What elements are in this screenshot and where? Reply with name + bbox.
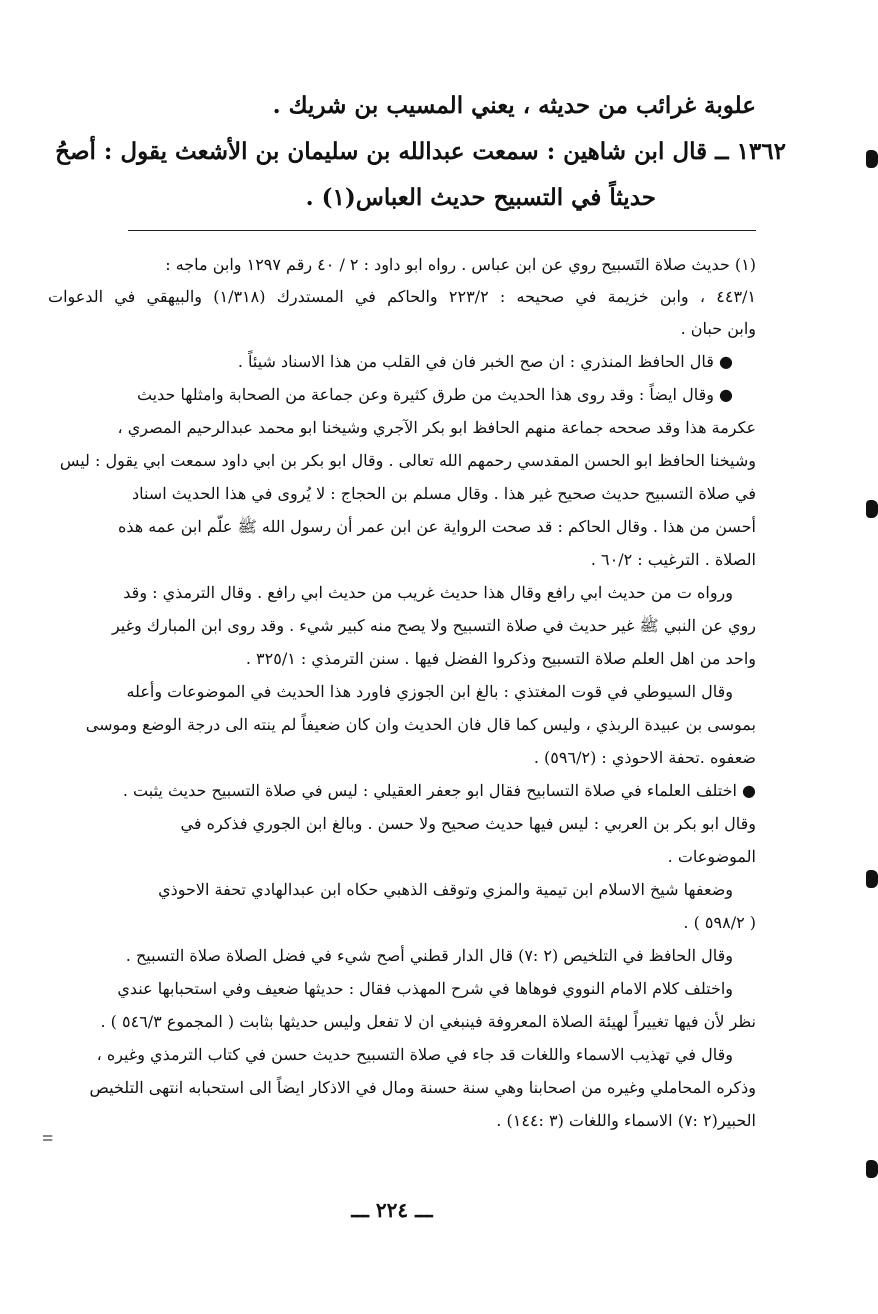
footnote-line-9: أحسن من هذا . وقال الحاكم : قد صحت الرواية عن ابن عمر أن رسول الله ﷺ علّم ابن عمه هذه	[117, 517, 756, 536]
footnote-line-8: في صلاة التسبيح حديث صحيح غير هذا . وقال مسلم بن الحجاج : لا يُروى في هذا الحديث اسناد	[131, 484, 756, 503]
footnote-line-13: واحد من اهل العلم صلاة التسبيح وذكروا الفضل فيها . سنن الترمذي : ٣٢٥/١ .	[245, 649, 756, 668]
footnote-line-19: الموضوعات .	[667, 847, 756, 866]
footnote-line-18: وقال ابو بكر بن العربي : ليس فيها حديث صحيح ولا حسن . وبالغ ابن الجوري فذكره في	[180, 814, 756, 833]
footnote-line-14: وقال السيوطي في قوت المغتذي : بالغ ابن الجوزي فاورد هذا الحديث في الموضوعات وأعله	[126, 682, 733, 701]
footnote-line-20: وضعفها شيخ الاسلام ابن تيمية والمزي وتوقف الذهبي حكاه ابن عبدالهادي تحفة الاحوذي	[158, 880, 733, 899]
scan-margin-mark-bottom	[866, 1160, 878, 1178]
footnote-line-1: (١) حديث صلاة التَسبيح روي عن ابن عباس . رواه ابو داود : ٢ / ٤٠ رقم ١٢٩٧ وابن ماجه :	[165, 255, 756, 274]
footnote-line-21: ( ٥٩٨/٢ ) .	[683, 913, 756, 932]
footnote-line-27: الحبير(٢ :٧) الاسماء واللغات (٣ :١٤٤) .	[496, 1111, 756, 1130]
footnote-line-12: روي عن النبي ﷺ غير حديث في صلاة التسبيح ولا يصح منه كبير شيء . وقد روى ابن المبارك وغير	[111, 616, 756, 635]
footnote-line-26: وذكره المحاملي وغيره من اصحابنا وهي سنة حسنة ومال في الاذكار ايضاً الى استحبابه انتهى التلخيص	[89, 1078, 756, 1097]
footnote-line-15: بموسى بن عبيدة الربذي ، وليس كما قال فان الحديث وان كان ضعيفاً لم ينته الى درجة الوضع وموسى	[85, 715, 756, 734]
footnote-line-3: وابن حبان .	[680, 319, 756, 338]
main-line-1: علوبة غرائب من حديثه ، يعني المسيب بن شريك .	[272, 92, 756, 119]
footnote-separator	[128, 230, 756, 231]
footnote-line-5: ● وقال ايضاً : وقد روى هذا الحديث من طرق كثيرة وعن جماعة من الصحابة وامثلها حديث	[136, 385, 733, 404]
footnote-line-11: ورواه ت من حديث ابي رافع وقال هذا حديث غريب من حديث ابي رافع . وقال الترمذي : وقد	[123, 583, 733, 602]
footnote-line-24: نظر لأن فيها تغييراً لهيئة الصلاة المعروفة فينبغي ان لا تفعل وليس حديثها بثابت ( المجموع ٥٤٦/٣ ) .	[100, 1012, 756, 1031]
scan-margin-mark-middle	[866, 500, 878, 518]
footnote-line-2: ٤٤٣/١ ، وابن خزيمة في صحيحه : ٢٢٣/٢ والحاكم في المستدرك (١/٣١٨) والبيهقي في الدعوات	[48, 287, 757, 306]
scan-margin-mark-top	[866, 150, 878, 168]
page-number: ـــ ٢٢٤ ـــ	[351, 1198, 433, 1222]
main-line-2: ١٣٦٢ ــ قال ابن شاهين : سمعت عبدالله بن سليمان بن الأشعث يقول : أصحُ	[55, 138, 786, 165]
scan-margin-mark-lower	[866, 870, 878, 888]
footnote-line-16: ضعفوه .تحفة الاحوذي : (٥٩٦/٢) .	[533, 748, 756, 767]
footnote-line-17: ● اختلف العلماء في صلاة التسابيح فقال ابو جعفر العقيلي : ليس في صلاة التسبيح حديث يثبت .	[122, 781, 756, 800]
footnote-line-10: الصلاة . الترغيب : ٦٠/٢ .	[590, 550, 756, 569]
footnote-line-6: عكرمة هذا وقد صححه جماعة منهم الحافظ ابو بكر الآجري وشيخنا ابو محمد عبدالرحيم المصري ،	[117, 418, 756, 437]
footnote-line-25: وقال في تهذيب الاسماء واللغات قد جاء في صلاة التسبيح حديث حسن في كتاب الترمذي وغيره ،	[96, 1045, 733, 1064]
footnote-line-22: وقال الحافظ في التلخيص (٢ :٧) قال الدار قطني أصح شيء في فضل الصلاة صلاة التسبيح .	[125, 946, 733, 965]
footnote-line-4: ● قال الحافظ المنذري : ان صح الخبر فان في القلب من هذا الاسناد شيئاً .	[237, 352, 733, 371]
footnote-line-7: وشيخنا الحافظ ابو الحسن المقدسي رحمهم الله تعالى . وقال ابو بكر بن ابي داود سمعت ابي يقول : ليس	[59, 451, 756, 470]
continuation-mark: =	[42, 1128, 54, 1150]
footnote-line-23: واختلف كلام الامام النووي فوهاها في شرح المهذب فقال : حديثها ضعيف وفي استحبابها عندي	[117, 979, 733, 998]
main-line-3: حديثاً في التسبيح حديث العباس(١) .	[305, 184, 656, 211]
